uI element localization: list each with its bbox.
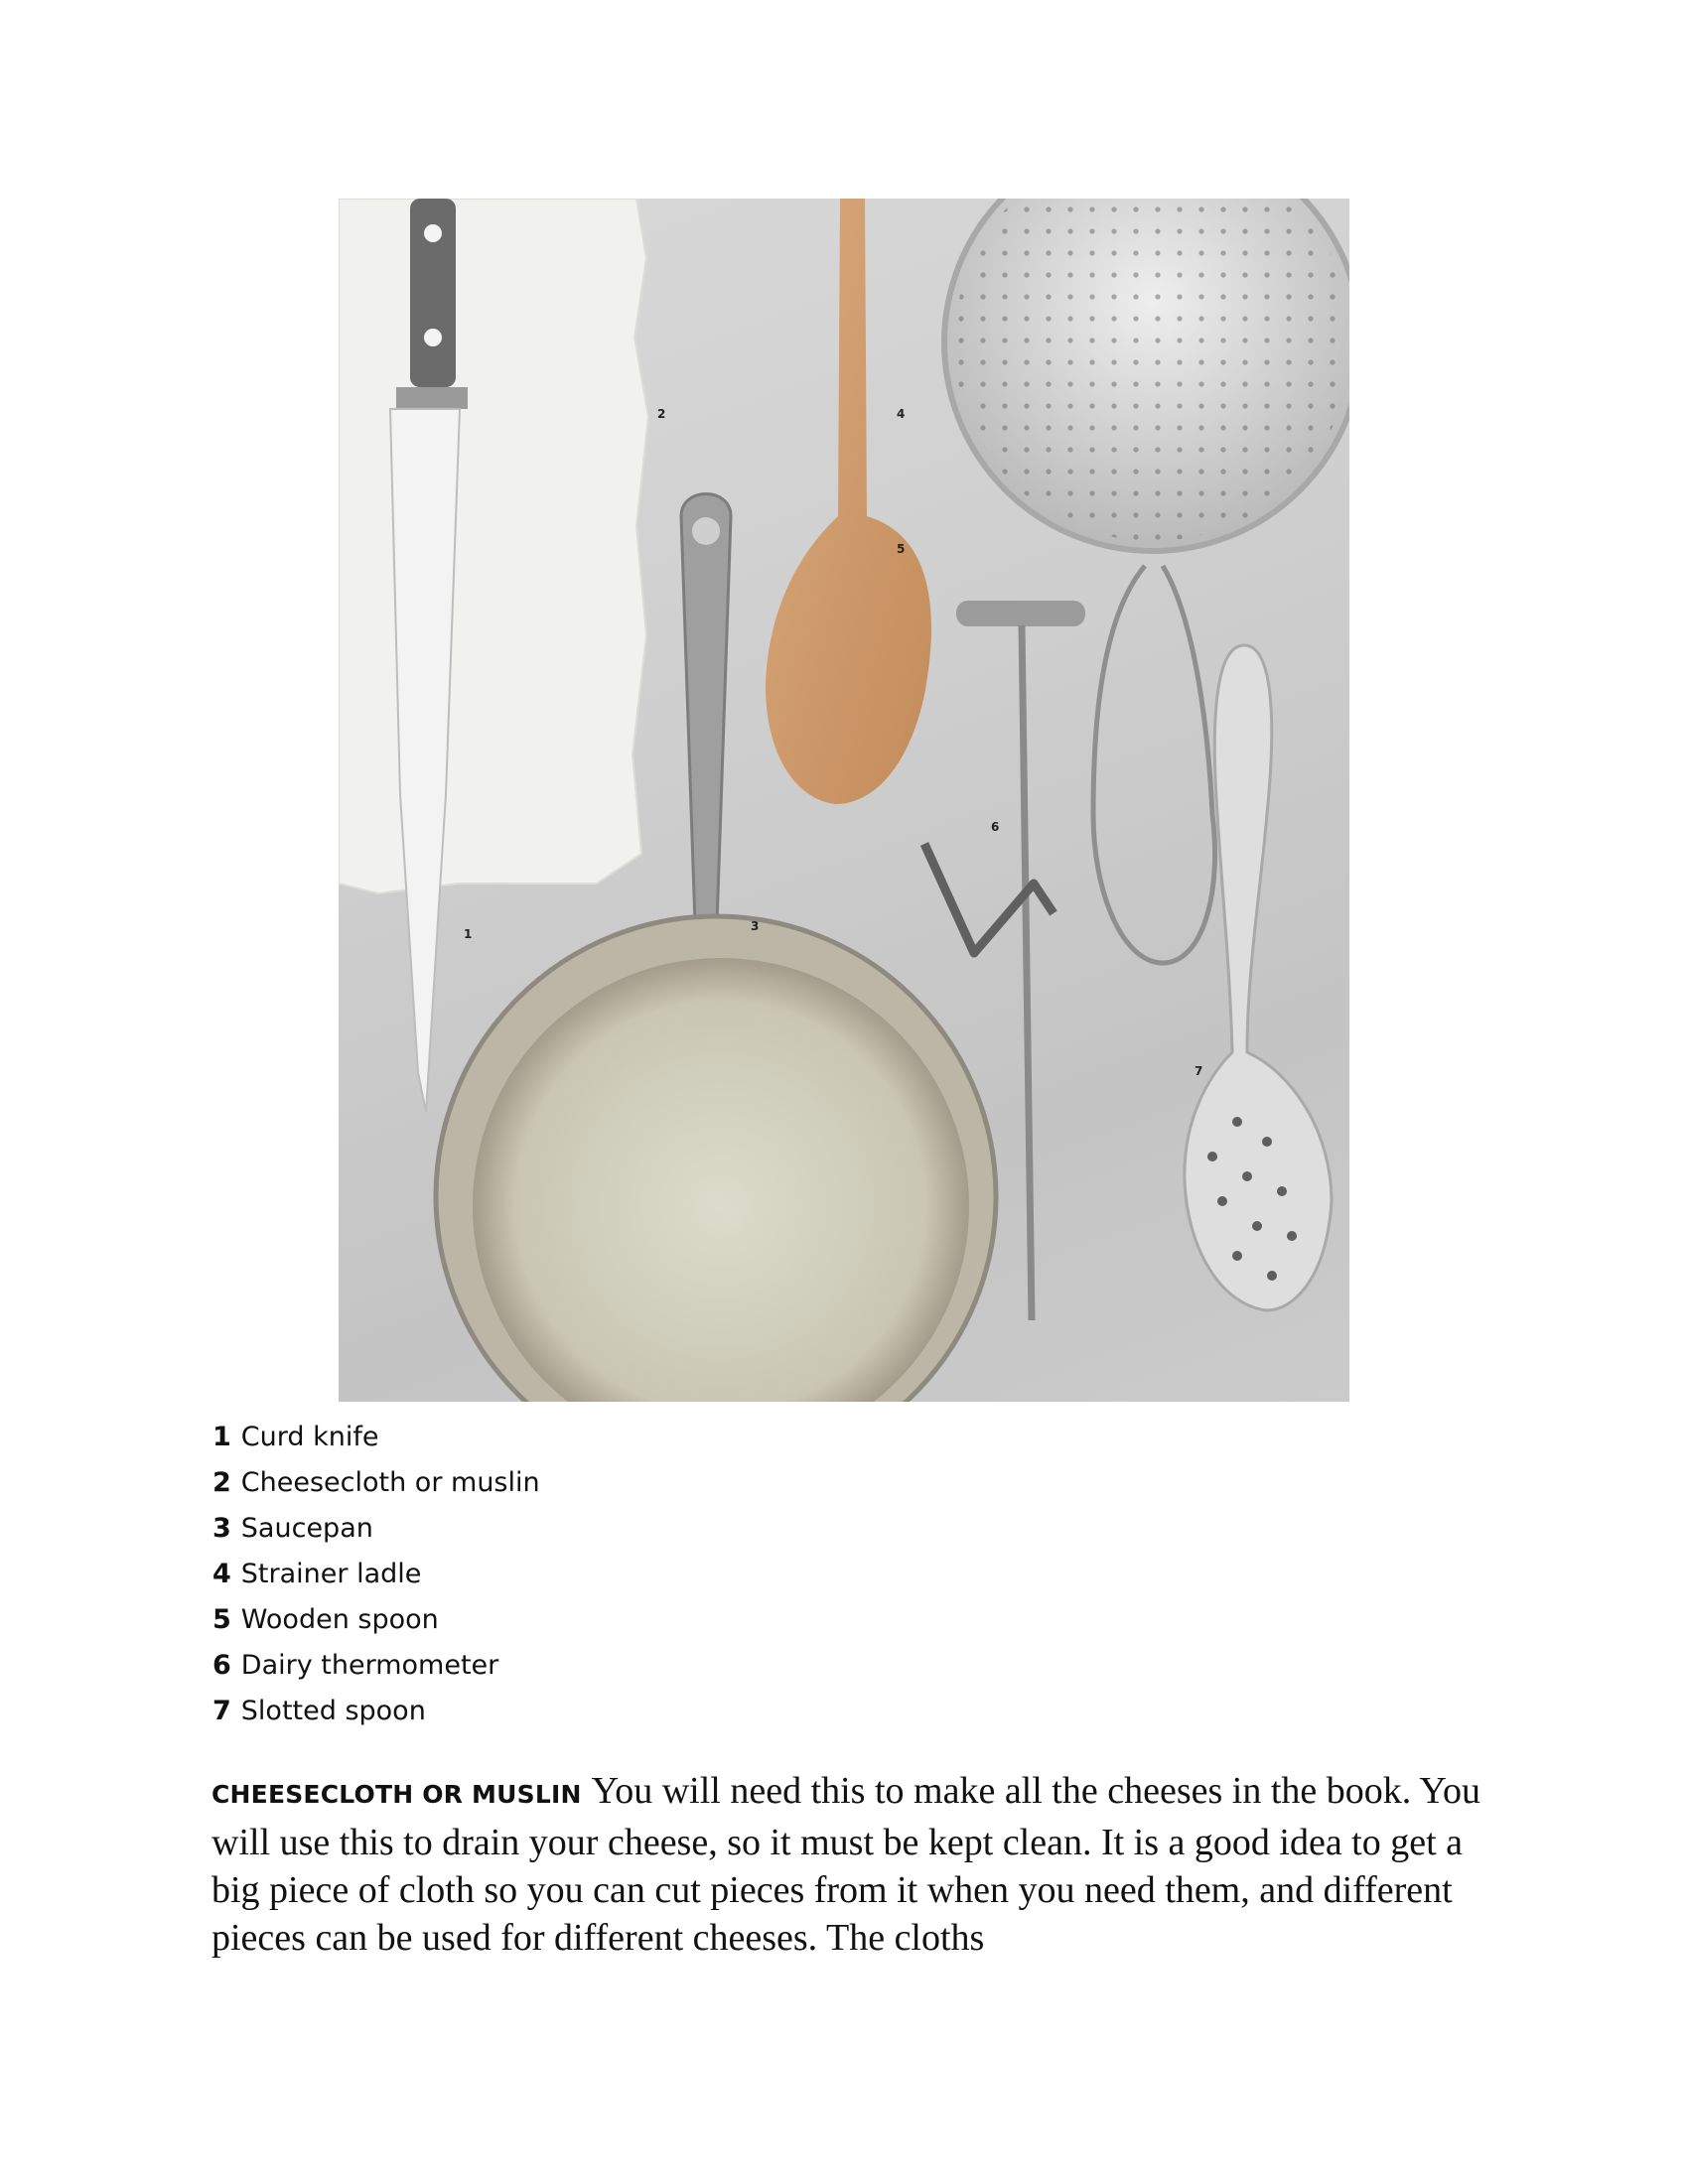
- body-paragraph: [211, 1767, 1492, 1962]
- strainer-handle: [1093, 566, 1215, 963]
- thermometer-clip: [924, 844, 1054, 953]
- thermometer-dial: [956, 601, 1085, 626]
- cheesecloth: [339, 199, 648, 893]
- photo-label-7: 7: [1195, 1064, 1203, 1078]
- wooden-spoon: [766, 199, 931, 804]
- photo-label-3: 3: [751, 919, 760, 933]
- thermometer-stem: [1022, 625, 1032, 1320]
- photo-label-5: 5: [897, 542, 906, 556]
- utensil-legend: [212, 1415, 540, 1734]
- photo-label-6: 6: [991, 820, 1000, 834]
- legend-item: 3 Saucepan: [212, 1513, 373, 1544]
- legend-item: 6 Dairy thermometer: [212, 1650, 499, 1681]
- utensils-photo: [339, 199, 1349, 1402]
- paragraph-text: You will need this to make all the cheeses in the book. You will use this to drain your cheese, so it must be kept clean. It is a good idea to get a big piece of cloth so you can cut pieces from it when you need them, and different pieces can be used for different cheeses. The cloths: [211, 1770, 1480, 1959]
- legend-item: 5 Wooden spoon: [212, 1604, 439, 1635]
- photo-label-2: 2: [657, 407, 666, 421]
- utensils-illustration: [339, 199, 1349, 1402]
- paragraph-lead-heading: CHEESECLOTH OR MUSLIN: [211, 1780, 582, 1809]
- legend-item: 1 Curd knife: [212, 1422, 379, 1452]
- saucepan-handle: [681, 494, 731, 954]
- photo-label-1: 1: [464, 927, 473, 941]
- legend-item: 2 Cheesecloth or muslin: [212, 1467, 540, 1498]
- legend-item: 4 Strainer ladle: [212, 1559, 422, 1589]
- photo-label-4: 4: [897, 407, 906, 421]
- legend-item: 7 Slotted spoon: [212, 1696, 426, 1726]
